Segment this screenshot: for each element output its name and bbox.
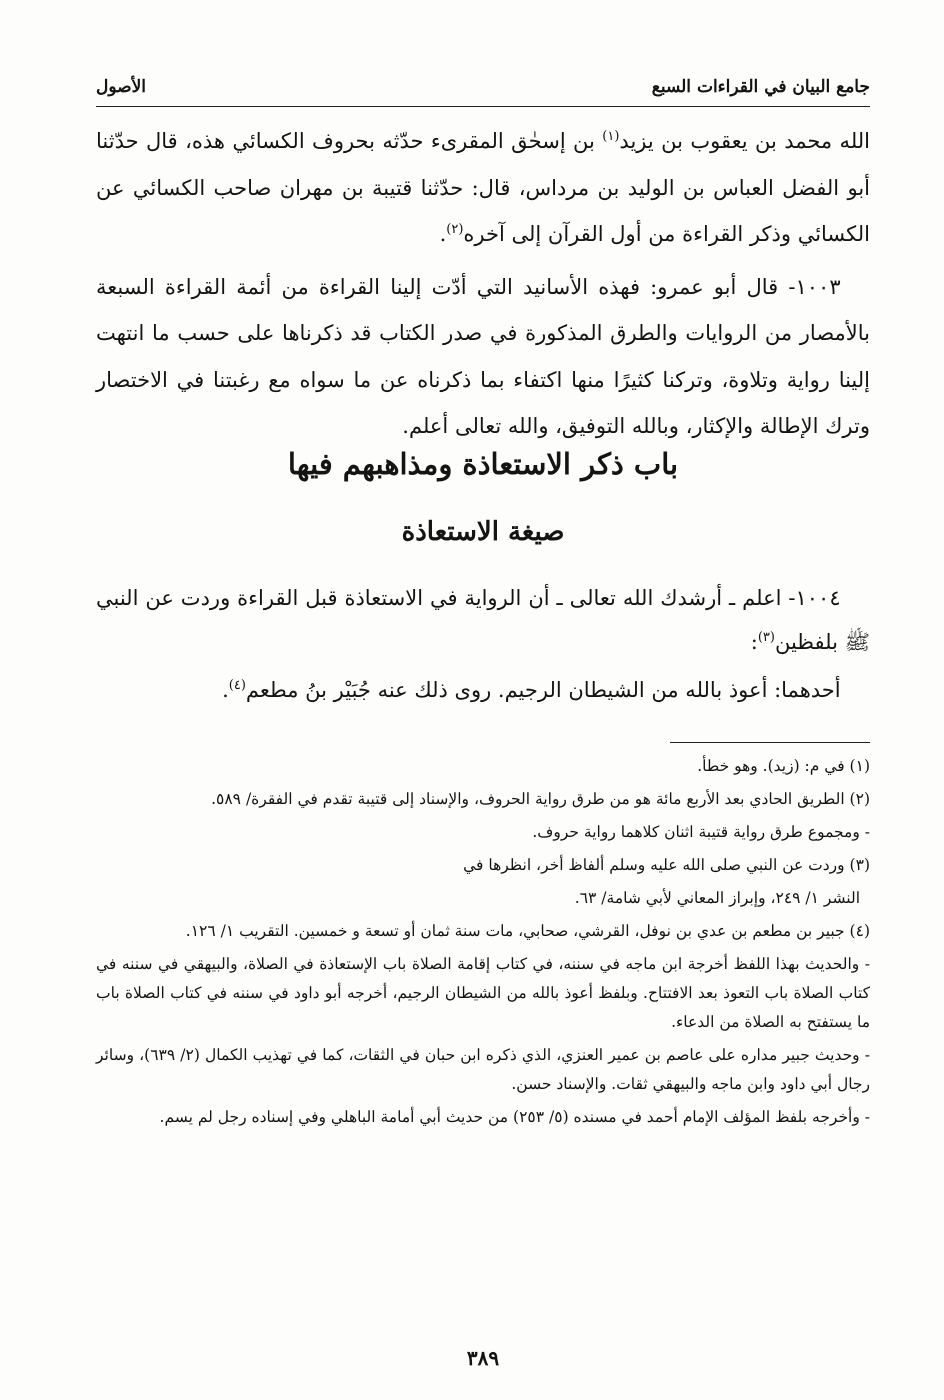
footnote-4: (٤) جبير بن مطعم بن عدي بن نوفل، القرشي، صحابي، مات سنة ثمان أو تسعة و خمسين. التقريب ١/ ١٢٦. [185, 922, 870, 940]
main-text [96, 118, 870, 450]
footnote-divider [670, 742, 870, 743]
footnote-4-note-b: - وحديث جبير مداره على عاصم بن عمير العنزي، الذي ذكره ابن حبان في الثقات، كما في تهذيب الكمال (٢/ ٦٣٩)، وسائر رجال أبي داود وابن ماجه والبيهقي ثقات. والإسناد حسن. [96, 1046, 870, 1093]
footnote-1: (١) في م: (زيد). وهو خطأ. [697, 757, 870, 775]
page-number: ٣٨٩ [466, 1346, 500, 1370]
section-heading: صيغة الاستعاذة [401, 517, 565, 547]
footnote-2-note: - ومجموع طرق رواية قتيبة اثنان كلاهما رواية حروف. [532, 823, 870, 841]
book-title: جامع البيان في القراءات السبع [651, 77, 870, 97]
section-title: الأصول [96, 77, 146, 97]
footnotes [96, 752, 870, 1136]
paragraph-1003: ١٠٠٣- قال أبو عمرو: فهذه الأسانيد التي أدّت إلينا القراءة من أئمة القراءة السبعة بالأمصار من الروايات والطرق المذكورة في صدر الكتاب قد ذكرناها على حسب ما انتهت إلينا رواية وتلاوة، وتركنا كثيرًا منها اكتفاء بما ذكرناه عن ما سواه مع رغبتنا في الاختصار وترك الإطالة والإكثار، وبالله التوفيق، والله تعالى أعلم. [96, 274, 870, 438]
footnote-2: (٢) الطريق الحادي بعد الأربع مائة هو من طرق رواية الحروف، والإسناد إلى قتيبة تقدم في الفقرة/ ٥٨٩. [211, 790, 870, 808]
footnote-ref-4: (٤) [228, 678, 246, 693]
header-divider [96, 106, 870, 107]
main-text-2 [96, 576, 870, 712]
running-header [96, 70, 870, 104]
footnote-ref-1: (١) [602, 129, 620, 144]
footnote-4-note-c: - وأخرجه بلفظ المؤلف الإمام أحمد في مسنده (٥/ ٢٥٣) من حديث أبي أمامة الباهلي وفي إسناده رجل لم يسم. [159, 1108, 870, 1126]
paragraph-first-form: أحدهما: أعوذ بالله من الشيطان الرجيم. روى ذلك عنه جُبَيْر بنُ مطعم$^{(٤)}$. [222, 678, 841, 702]
footnote-3: (٣) وردت عن النبي صلى الله عليه وسلم ألفاظ أخر، انظرها في [463, 856, 870, 874]
footnote-ref-2: (٢) [446, 222, 464, 237]
footnote-4-note-a: - والحديث بهذا اللفظ أخرجة ابن ماجه في سننه، في كتاب إقامة الصلاة باب الإستعاذة في الصلاة، والبيهقي في سننه في كتاب الصلاة باب التعوذ بعد الافتتاح. وبلفظ أعوذ بالله من الشيطان الرجيم، أخرجه أبو داود في سننه في كتاب الصلاة باب ما يستفتح به الصلاة من الدعاء. [96, 955, 870, 1031]
footnote-3-cont: النشر ١/ ٢٤٩، وإبراز المعاني لأبي شامة/ ٦٣. [574, 889, 860, 907]
footnote-ref-3: (٣) [757, 630, 775, 645]
chapter-heading: باب ذكر الاستعاذة ومذاهبهم فيها [287, 447, 679, 481]
paragraph-1: الله محمد بن يعقوب بن يزيد$^{(١)}$ بن إسحٰق المقرىء حدّثه بحروف الكسائي هذه، قال حدّثنا أبو الفضل العباس بن الوليد بن مرداس، قال: حدّثنا قتيبة بن مهران صاحب الكسائي عن الكسائي وذكر القراءة من أول القرآن إلى آخره$^{(٢)}$. [96, 129, 870, 246]
paragraph-1004: ١٠٠٤- اعلم ـ أرشدك الله تعالى ـ أن الرواية في الاستعاذة قبل القراءة وردت عن النبي ﷺ بلفظين$^{(٣)}$: [96, 586, 870, 654]
